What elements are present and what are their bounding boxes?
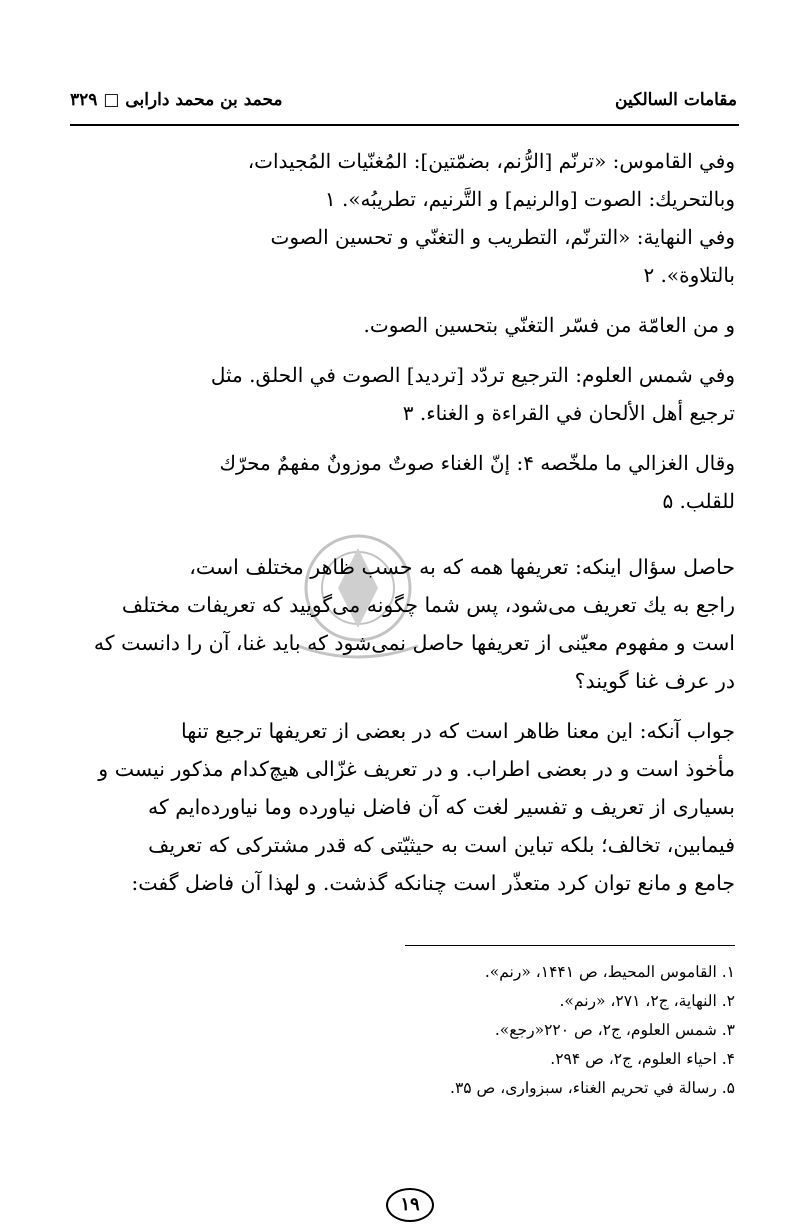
text-line: ترجيع أهل الألحان في القراءة و الغناء. ۳ [402, 401, 735, 425]
header-divider [70, 124, 739, 126]
text-line: جامع و مانع توان کرد متعذّر است چنانکه گذشت. و لهذا آن فاضل گفت: [131, 871, 735, 895]
text-line: جواب آنکه: این معنا ظاهر است که در بعضی از تعریفها ترجیع تنها [181, 719, 735, 743]
text-line: است و مفهوم معیّنی از تعریفها حاصل نمی‌شود که باید غنا، آن را دانست که [93, 631, 735, 655]
footnote: ۵. رسالة في تحریم الغناء، سبزواری، ص ۳۵. [450, 1079, 735, 1097]
footnote: ۱. القاموس المحیط، ص ۱۴۴۱، «رنم». [484, 963, 735, 981]
persian-commentary [75, 548, 735, 902]
footnotes [75, 958, 735, 1103]
text-line: بالتلاوة». ۲ [643, 263, 735, 287]
text-line: مأخوذ است و در بعضی اطراب. و در تعریف غزّالی هیچ‌کدام مذکور نیست و [98, 757, 735, 781]
book-title: مقامات السالکین [615, 90, 737, 110]
text-line: وبالتحريك: الصوت [والرنيم] و التَّرنيم، تطريبُه». ۱ [324, 187, 735, 211]
author-and-page: محمد بن محمد دارابی □ ۳۲۹ [70, 90, 283, 110]
running-header [70, 88, 737, 116]
text-line: وقال الغزالي ما ملخّصه ۴: إنّ الغناء صوتٌ موزونٌ مفهمٌ محرّك [219, 451, 735, 475]
text-line: راجع به یك تعریف می‌شود، پس شما چگونه می‌گویید که تعریفات مختلف [121, 593, 735, 617]
text-line: وفي القاموس: «ترنّم [الرُّنم، بضمّتين]: المُغنّيات المُجيدات، [247, 149, 735, 173]
text-line: و من العامّة من فسّر التغنّي بتحسين الصوت. [363, 313, 735, 337]
text-line: حاصل سؤال اینکه: تعریفها همه که به حسب ظاهر مختلف است، [189, 555, 735, 579]
text-line: در عرف غنا گویند؟ [574, 669, 735, 693]
footnote: ۲. النهایة، ج۲، ۲۷۱، «رنم». [559, 992, 735, 1010]
footnote: ۳. شمس العلوم، ج۲، ص ۲۲۰«رجع». [494, 1021, 735, 1039]
text-line: فیمابین، تخالف؛ بلکه تباین است به حیثیّتی که قدر مشترکی که تعریف [148, 833, 735, 857]
page-number: ۱۹ [386, 1188, 434, 1222]
text-line: وفي النهاية: «الترنّم، التطريب و التغنّي و تحسين الصوت [270, 225, 735, 249]
footnote-divider [405, 945, 735, 946]
footnote: ۴. احیاء العلوم، ج۲، ص ۲۹۴. [550, 1050, 735, 1068]
text-line: للقلب. ۵ [662, 489, 735, 513]
arabic-quotations [75, 142, 735, 520]
text-line: وفي شمس العلوم: الترجيع تردّد [ترديد] الصوت في الحلق. مثل [210, 363, 735, 387]
text-line: بسیاری از تعریف و تفسیر لغت که آن فاضل نیاورده وما نیاورده‌ایم که [147, 795, 735, 819]
